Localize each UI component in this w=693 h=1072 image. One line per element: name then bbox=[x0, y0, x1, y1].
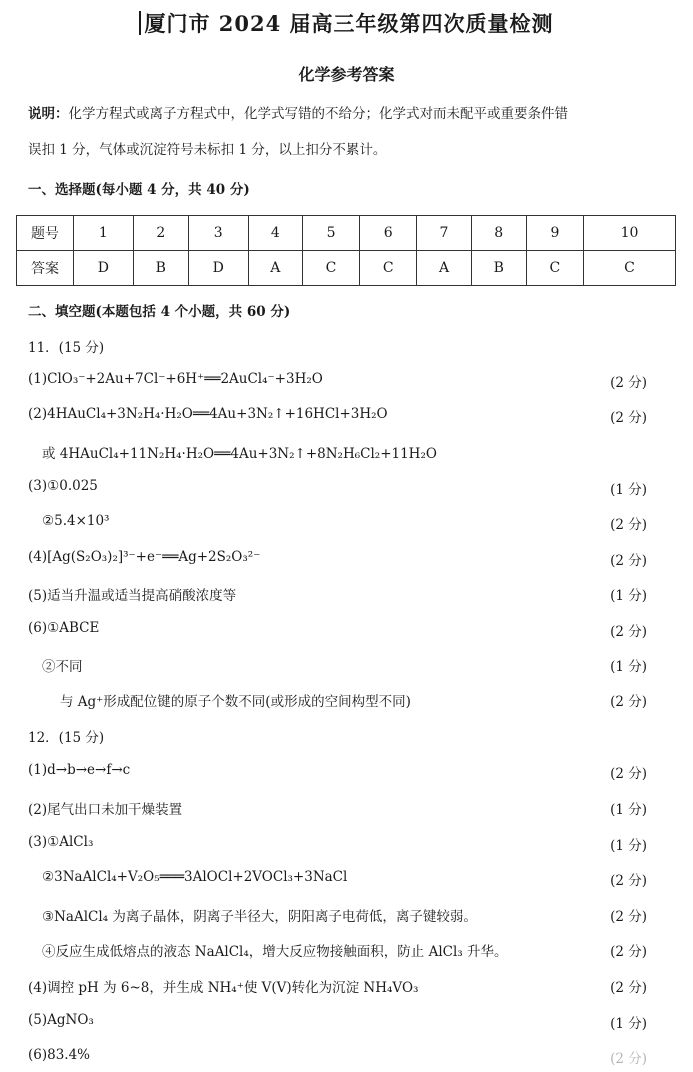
mcq-answer-label: 答案 bbox=[17, 251, 74, 286]
mcq-number-cell: 2 bbox=[133, 216, 188, 251]
mcq-answer-cell: C bbox=[526, 251, 583, 286]
score-label: (2 分) bbox=[610, 909, 647, 925]
score-label: (2 分) bbox=[610, 517, 647, 533]
mcq-answer-row bbox=[17, 251, 676, 286]
section-1-heading: 一、选择题(每小题 4 分，共 40 分) bbox=[28, 182, 250, 198]
answer-line: ④反应生成低熔点的液态 NaAlCl₄，增大反应物接触面积，防止 AlCl₃ 升华。 bbox=[42, 944, 508, 960]
score-label: (1 分) bbox=[610, 802, 647, 818]
document-title bbox=[0, 8, 693, 38]
answer-line: 与 Ag⁺形成配位键的原子个数不同(或形成的空间构型不同) bbox=[60, 694, 411, 710]
score-label: (1 分) bbox=[610, 482, 647, 498]
answer-line: ②不同 bbox=[42, 659, 83, 675]
answer-line: (5)适当升温或适当提高硝酸浓度等 bbox=[28, 588, 237, 604]
answer-line: (5)AgNO₃ bbox=[28, 1012, 94, 1028]
score-label: (2 分) bbox=[610, 694, 647, 710]
mcq-number-cell: 1 bbox=[74, 216, 134, 251]
mcq-answer-cell: A bbox=[248, 251, 302, 286]
mcq-number-cell: 7 bbox=[417, 216, 471, 251]
score-label: (1 分) bbox=[610, 1016, 647, 1032]
answer-line: ②3NaAlCl₄+V₂O₅═══3AlOCl+2VOCl₃+3NaCl bbox=[42, 869, 348, 885]
answer-line: (1)ClO₃⁻+2Au+7Cl⁻+6H⁺══2AuCl₄⁻+3H₂O bbox=[28, 371, 323, 387]
mcq-answer-cell: D bbox=[188, 251, 248, 286]
note-label: 说明： bbox=[28, 106, 69, 122]
answer-line: (1)d→b→e→f→c bbox=[28, 762, 131, 778]
document-subtitle: 化学参考答案 bbox=[298, 65, 395, 84]
mcq-number-cell: 9 bbox=[526, 216, 583, 251]
mcq-number-cell: 3 bbox=[188, 216, 248, 251]
answer-line: (2)4HAuCl₄+3N₂H₄·H₂O══4Au+3N₂↑+16HCl+3H₂O bbox=[28, 406, 388, 422]
score-label: (2 分) bbox=[610, 944, 647, 960]
title-text: 厦门市 2024 届高三年级第四次质量检测 bbox=[144, 11, 554, 36]
q12-heading: 12．(15 分) bbox=[28, 730, 105, 746]
answer-line: ②5.4×10³ bbox=[42, 513, 110, 529]
mcq-number-cell: 4 bbox=[248, 216, 302, 251]
note-text-1: 化学方程式或离子方程式中，化学式写错的不给分；化学式对而未配平或重要条件错 bbox=[68, 106, 568, 122]
answer-line: (3)①0.025 bbox=[28, 478, 98, 494]
answer-line: (6)83.4% bbox=[28, 1047, 91, 1063]
mcq-number-cell: 6 bbox=[360, 216, 417, 251]
note-line-2: 误扣 1 分，气体或沉淀符号未标扣 1 分，以上扣分不累计。 bbox=[28, 142, 387, 158]
answer-line: (3)①AlCl₃ bbox=[28, 834, 94, 850]
score-label: (1 分) bbox=[610, 838, 647, 854]
score-label: (1 分) bbox=[610, 588, 647, 604]
score-label: (2 分) bbox=[610, 873, 647, 889]
section-2-heading: 二、填空题(本题包括 4 个小题，共 60 分) bbox=[28, 304, 291, 320]
mcq-number-cell: 8 bbox=[471, 216, 526, 251]
note-line-1 bbox=[28, 104, 568, 124]
score-label: (2 分) bbox=[610, 410, 647, 426]
mcq-answer-cell: C bbox=[584, 251, 676, 286]
mcq-answer-cell: B bbox=[133, 251, 188, 286]
q11-heading: 11．(15 分) bbox=[28, 340, 105, 356]
answer-line: (4)调控 pH 为 6~8，并生成 NH₄⁺使 V(V)转化为沉淀 NH₄VO₃ bbox=[28, 980, 419, 996]
answer-line: (4)[Ag(S₂O₃)₂]³⁻+e⁻══Ag+2S₂O₃²⁻ bbox=[28, 549, 261, 565]
mcq-number-cell: 5 bbox=[302, 216, 359, 251]
mcq-answer-cell: C bbox=[360, 251, 417, 286]
mcq-number-row bbox=[17, 216, 676, 251]
answer-line: (6)①ABCE bbox=[28, 620, 100, 636]
mcq-answer-cell: A bbox=[417, 251, 471, 286]
mcq-answer-table bbox=[16, 215, 676, 286]
answer-line: 或 4HAuCl₄+11N₂H₄·H₂O══4Au+3N₂↑+8N₂H₆Cl₂+11H₂O bbox=[42, 446, 437, 462]
answer-line: (2)尾气出口未加干燥装置 bbox=[28, 802, 183, 818]
score-label: (2 分) bbox=[610, 980, 647, 996]
mcq-answer-cell: C bbox=[302, 251, 359, 286]
score-label: (2 分) bbox=[610, 766, 647, 782]
title-margin-bar bbox=[139, 11, 141, 35]
score-label: (1 分) bbox=[610, 659, 647, 675]
score-label: (2 分) bbox=[610, 1051, 647, 1067]
mcq-answer-cell: B bbox=[471, 251, 526, 286]
score-label: (2 分) bbox=[610, 624, 647, 640]
score-label: (2 分) bbox=[610, 375, 647, 391]
answer-line: ③NaAlCl₄ 为离子晶体，阴离子半径大，阴阳离子电荷低，离子键较弱。 bbox=[42, 909, 477, 925]
mcq-number-cell: 10 bbox=[584, 216, 676, 251]
mcq-number-label: 题号 bbox=[17, 216, 74, 251]
score-label: (2 分) bbox=[610, 553, 647, 569]
mcq-answer-cell: D bbox=[74, 251, 134, 286]
